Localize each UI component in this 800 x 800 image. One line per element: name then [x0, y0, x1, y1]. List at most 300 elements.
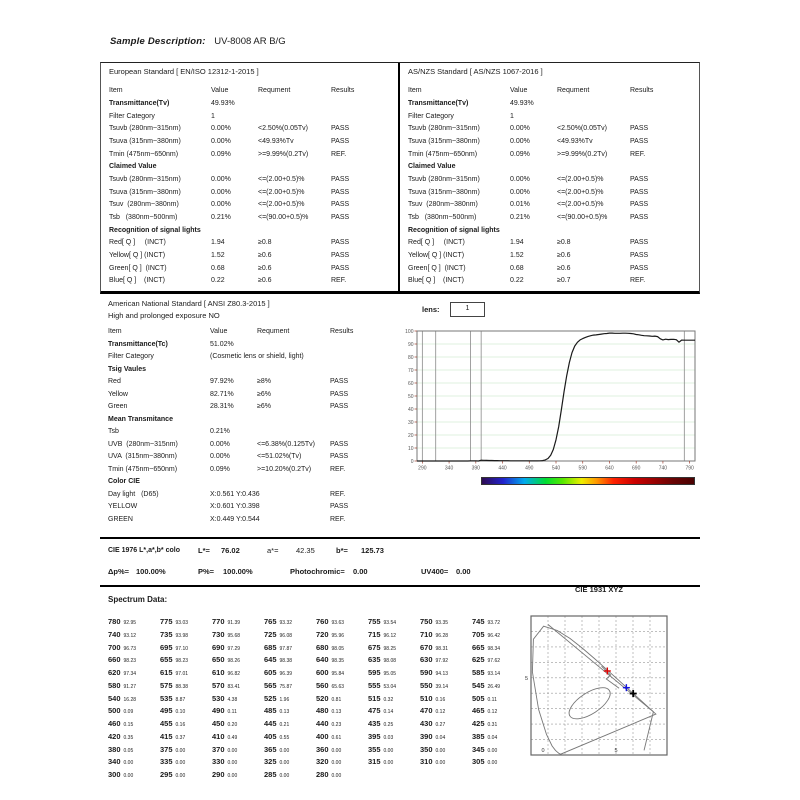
table-cell: Yellow[ Q ] (INCT): [109, 252, 166, 260]
spectrum-pair: 280 0.00: [316, 770, 342, 779]
table-cell: Claimed Value: [109, 163, 157, 171]
table-cell: ≥0.6: [258, 252, 272, 260]
table-cell: PASS: [331, 137, 350, 145]
table-row: [408, 249, 690, 262]
spectrum-pair: 655 98.23: [160, 655, 189, 665]
table-cell: <=(2.00+0.5)%: [557, 188, 604, 196]
table-cell: [630, 160, 690, 173]
table-cell: YELLOW: [108, 503, 138, 511]
spectrum-pair: 630 97.92: [420, 655, 449, 665]
table-cell: <=(2.00+0.5)%: [557, 201, 604, 209]
table-cell: 49.93%: [510, 99, 534, 107]
column-header: Requment: [257, 327, 290, 335]
spectrum-pair: 580 91.27: [108, 680, 137, 690]
spectrum-pair: 735 93.98: [160, 629, 189, 639]
table-cell: 0.00%: [211, 125, 231, 133]
table-cell: Color CIE: [108, 478, 140, 486]
table-cell: REF.: [331, 150, 347, 158]
table-cell: PASS: [331, 252, 350, 260]
spectrum-pair: 730 95.68: [212, 629, 241, 639]
table-cell: PASS: [630, 188, 649, 196]
table-row: [108, 463, 390, 476]
spectrum-row: [108, 611, 538, 624]
table-row: [109, 122, 391, 135]
spectrum-pair: 415 0.37: [160, 731, 186, 741]
photochromic-value: 0.00: [353, 567, 368, 576]
spectrum-pair: 770 91.39: [212, 617, 241, 626]
svg-text:30: 30: [407, 419, 414, 426]
spectrum-pair: 555 53.04: [368, 680, 397, 690]
table-cell: [211, 160, 258, 173]
table-cell: ≥0.6: [557, 252, 571, 260]
spectrum-pair: 360 0.00: [316, 744, 342, 754]
table-cell: PASS: [630, 252, 649, 260]
column-header-row: [408, 83, 690, 97]
table-cell: 0.00%: [510, 125, 530, 133]
spectrum-pair: 595 95.05: [368, 668, 397, 677]
table-cell: PASS: [630, 125, 649, 133]
table-cell: Tmin (475nm~650nm): [108, 465, 178, 473]
table-cell: PASS: [330, 378, 349, 386]
spectrum-pair: 550 39.14: [420, 680, 449, 690]
ansi-standard-panel: [100, 297, 700, 536]
spectrum-pair: 740 93.12: [108, 629, 137, 639]
table-cell: [257, 488, 330, 501]
table-row: [408, 211, 690, 224]
spectrum-pair: 775 93.03: [160, 617, 189, 626]
spectrum-pair: 585 93.14: [472, 668, 501, 677]
spectrum-row: [108, 688, 538, 701]
table-row: [108, 351, 390, 364]
spectrum-pair: 370 0.00: [212, 744, 238, 754]
spectrum-pair: 510 0.16: [420, 693, 446, 703]
table-cell: [331, 97, 391, 110]
table-cell: PASS: [331, 188, 350, 196]
column-header: Value: [510, 86, 528, 94]
spectrum-pair: 760 93.63: [316, 617, 345, 626]
table-cell: Tsuvb (280nm~315nm): [408, 125, 480, 133]
table-cell: <=(2.00+0.5)%: [258, 201, 305, 209]
svg-text:0: 0: [541, 748, 545, 754]
table-cell: 0.68: [510, 264, 524, 272]
delta-p-value: 100.00%: [136, 567, 166, 576]
spectrum-row: [108, 662, 538, 675]
table-cell: 0.00%: [210, 440, 230, 448]
table-cell: Green[ Q ] (INCT): [408, 264, 466, 272]
spectrum-pair: 670 98.31: [420, 642, 449, 652]
uv400-label: UV400=: [421, 567, 449, 576]
spectrum-pair: 530 4.38: [212, 693, 238, 703]
spectrum-pair: 435 0.25: [368, 719, 394, 728]
spectrum-pair: 765 93.32: [264, 617, 293, 626]
asnzs-standard-title: AS/NZS Standard [ AS/NZS 1067-2016 ]: [408, 67, 543, 76]
table-cell: [257, 501, 330, 514]
table-cell: <=(2.00+0.5)%: [557, 175, 604, 183]
column-header: Results: [630, 86, 654, 94]
table-cell: PASS: [630, 137, 649, 145]
table-row: [408, 122, 690, 135]
table-cell: 1: [211, 112, 215, 120]
spectrum-pair: 305 0.00: [472, 757, 498, 767]
table-cell: [557, 224, 630, 237]
table-row: [109, 160, 391, 173]
spectrum-pair: 470 0.12: [420, 706, 446, 716]
table-cell: [557, 110, 630, 123]
spectrum-pair: 645 98.38: [264, 655, 293, 665]
table-cell: REF.: [330, 465, 346, 473]
table-cell: Yellow[ Q ] (INCT): [408, 252, 465, 260]
table-cell: X:0.601 Y:0.398: [210, 503, 260, 511]
spectrum-pair: 340 0.00: [108, 757, 134, 767]
table-row: [108, 376, 390, 389]
table-cell: <=(2.00+0.5)%: [258, 188, 305, 196]
table-cell: [331, 160, 391, 173]
cie1931-title: CIE 1931 XYZ: [575, 585, 623, 594]
table-cell: Mean Transmitance: [108, 415, 173, 423]
table-row: [109, 186, 391, 199]
table-cell: [210, 476, 257, 489]
spectrum-pair: 385 0.04: [472, 731, 498, 741]
table-cell: [330, 363, 390, 376]
cie1976-summary-strip: [100, 537, 700, 587]
column-header: Results: [330, 327, 354, 335]
table-cell: <2.50%(0.05Tv): [557, 125, 607, 133]
table-cell: PASS: [331, 214, 350, 222]
ansi-standard-table: [108, 324, 390, 526]
table-cell: (Cosmetic lens or shield, light): [210, 353, 304, 361]
spectrum-pair: 525 1.96: [264, 693, 290, 703]
table-cell: [257, 338, 330, 351]
table-cell: X:0.561 Y:0.436: [210, 490, 260, 498]
table-cell: Blue[ Q ] (INCT): [109, 277, 166, 285]
table-row: [109, 237, 391, 250]
standards-box: [100, 62, 700, 294]
table-cell: 0.00%: [210, 453, 230, 461]
table-cell: PASS: [630, 239, 649, 247]
astar-value: 42.35: [296, 546, 315, 555]
table-row: [408, 224, 690, 237]
table-cell: [210, 363, 257, 376]
spectrum-row: [108, 637, 538, 650]
table-row: [108, 426, 390, 439]
spectrum-pair: 390 0.04: [420, 731, 446, 741]
table-cell: [630, 97, 690, 110]
table-cell: Tsuva (315nm~380nm): [109, 137, 181, 145]
table-cell: ≥0.8: [258, 239, 272, 247]
svg-text:390: 390: [471, 465, 480, 472]
svg-text:40: 40: [407, 406, 414, 413]
table-cell: [210, 413, 257, 426]
european-standard-table: [109, 83, 391, 287]
spectrum-pair: 720 95.96: [316, 629, 345, 639]
spectrum-row: [108, 624, 538, 637]
spectrum-pair: 685 97.87: [264, 642, 293, 652]
column-header: Item: [408, 86, 422, 94]
table-cell: ≥6%: [257, 390, 271, 398]
table-cell: Yellow: [108, 390, 128, 398]
table-cell: REF.: [330, 515, 346, 523]
column-header-row: [109, 83, 391, 97]
spectrum-pair: 600 95.84: [316, 668, 345, 677]
table-cell: Recognition of signal lights: [408, 226, 500, 234]
table-cell: ≥0.6: [557, 264, 571, 272]
table-cell: <=(90.00+0.5)%: [258, 214, 309, 222]
table-cell: <=6.38%(0.125Tv): [257, 440, 315, 448]
spectrum-pair: 700 96.73: [108, 642, 137, 652]
spectrum-pair: 625 97.62: [472, 655, 501, 665]
table-cell: 1.52: [211, 252, 225, 260]
table-cell: 0.00%: [510, 175, 530, 183]
table-cell: >=9.99%(0.2Tv): [557, 150, 608, 158]
spectrum-pair: 430 0.27: [420, 719, 446, 728]
table-cell: [258, 97, 331, 110]
table-cell: [257, 413, 330, 426]
table-cell: [211, 224, 258, 237]
table-cell: [630, 110, 690, 123]
spectrum-pair: 320 0.00: [316, 757, 342, 767]
table-cell: 0.22: [211, 277, 225, 285]
table-cell: Green[ Q ] (INCT): [109, 264, 167, 272]
table-row: [108, 438, 390, 451]
spectrum-pair: 750 93.35: [420, 617, 449, 626]
spectrum-pair: 500 0.09: [108, 706, 134, 716]
asnzs-standard-panel: [400, 63, 699, 291]
spectrum-pair: 680 98.05: [316, 642, 345, 652]
table-cell: ≥0.7: [557, 277, 571, 285]
spectrum-row: [108, 675, 538, 688]
svg-text:10: 10: [407, 445, 414, 452]
table-cell: Red[ Q ] (INCT): [109, 239, 166, 247]
spectrum-pair: 590 94.13: [420, 668, 449, 677]
table-cell: [257, 363, 330, 376]
table-cell: 49.93%: [211, 99, 235, 107]
table-cell: Transmittance(Tc): [108, 340, 168, 348]
table-cell: X:0.449 Y:0.544: [210, 515, 260, 523]
spectrum-pair: 780 92.95: [108, 617, 137, 626]
table-cell: 1: [510, 112, 514, 120]
table-cell: ≥0.6: [258, 277, 272, 285]
table-cell: <=51.02%(Tv): [257, 453, 302, 461]
table-cell: Tsuvb (280nm~315nm): [109, 125, 181, 133]
table-row: [408, 110, 690, 123]
svg-text:0: 0: [410, 458, 414, 465]
spectrum-row: [108, 713, 538, 726]
cie1976-label: CIE 1976 L*,a*,b* colo: [108, 547, 180, 554]
table-cell: [257, 476, 330, 489]
table-cell: Recognition of signal lights: [109, 226, 201, 234]
spectrum-pair: 640 98.35: [316, 655, 345, 665]
spectrum-pair: 755 93.54: [368, 617, 397, 626]
spectrum-pair: 495 0.10: [160, 706, 186, 716]
table-cell: [258, 224, 331, 237]
table-cell: 1.94: [211, 239, 225, 247]
photochromic-label: Photochromic=: [290, 567, 345, 576]
table-cell: Tsb: [108, 428, 119, 436]
table-row: [108, 338, 390, 351]
table-cell: [557, 97, 630, 110]
asnzs-standard-table: [408, 83, 690, 287]
spectrum-pair: 605 96.39: [264, 668, 293, 677]
cie1931-chromaticity-diagram: [519, 608, 679, 760]
table-row: [408, 186, 690, 199]
table-row: [109, 173, 391, 186]
table-cell: [510, 160, 557, 173]
spectrum-pair: 715 96.12: [368, 629, 397, 639]
table-cell: [330, 476, 390, 489]
spectrum-row: [108, 739, 538, 752]
lens-number-field[interactable]: 1: [450, 302, 485, 317]
spectrum-pair: 325 0.00: [264, 757, 290, 767]
table-row: [109, 199, 391, 212]
table-cell: PASS: [330, 403, 349, 411]
table-cell: Filter Category: [109, 112, 155, 120]
spectrum-pair: 310 0.00: [420, 757, 446, 767]
table-cell: [330, 426, 390, 439]
column-header: Item: [108, 327, 122, 335]
spectrum-pair: 665 98.34: [472, 642, 501, 652]
table-cell: >=10.20%(0.2Tv): [257, 465, 312, 473]
table-cell: Tsuv (280nm~380nm): [109, 201, 179, 209]
table-cell: [330, 338, 390, 351]
table-cell: REF.: [630, 150, 646, 158]
table-cell: <49.93%Tv: [557, 137, 593, 145]
table-cell: Tmin (475nm~650nm): [109, 150, 179, 158]
spectrum-row: [108, 726, 538, 739]
table-cell: Red[ Q ] (INCT): [408, 239, 465, 247]
spectrum-pair: 660 98.23: [108, 655, 137, 665]
table-cell: 0.00%: [211, 175, 231, 183]
svg-text:540: 540: [551, 465, 561, 472]
table-cell: PASS: [330, 453, 349, 461]
table-row: [408, 275, 690, 288]
table-cell: PASS: [630, 201, 649, 209]
spectrum-pair: 560 65.63: [316, 680, 345, 690]
spectrum-pair: 460 0.15: [108, 719, 134, 728]
table-row: [108, 488, 390, 501]
table-cell: 1.94: [510, 239, 524, 247]
spectrum-pair: 695 97.10: [160, 642, 189, 652]
spectrum-pair: 400 0.61: [316, 731, 342, 741]
svg-text:70: 70: [407, 367, 414, 374]
spectrum-pair: 545 26.49: [472, 680, 501, 690]
table-row: [108, 451, 390, 464]
table-cell: 51.02%: [210, 340, 234, 348]
spectrum-pair: 620 97.34: [108, 668, 137, 677]
table-cell: ≥0.8: [557, 239, 571, 247]
table-row: [108, 363, 390, 376]
table-cell: 0.00%: [211, 188, 231, 196]
svg-text:50: 50: [407, 393, 414, 400]
european-standard-panel: [101, 63, 400, 291]
table-cell: Tsig Vaules: [108, 365, 146, 373]
table-cell: <2.50%(0.05Tv): [258, 125, 308, 133]
table-cell: <49.93%Tv: [258, 137, 294, 145]
table-cell: Tmin (475nm~650nm): [408, 150, 478, 158]
table-cell: 0.09%: [211, 150, 231, 158]
table-cell: PASS: [330, 503, 349, 511]
table-cell: PASS: [630, 264, 649, 272]
table-cell: Tsb (380nm~500nm): [109, 214, 178, 222]
table-cell: 0.21%: [210, 428, 230, 436]
visible-spectrum-colorbar: [481, 477, 695, 485]
svg-text:20: 20: [407, 432, 414, 439]
table-cell: 82.71%: [210, 390, 234, 398]
lstar-label: L*=: [198, 546, 210, 555]
spectrum-pair: 295 0.00: [160, 770, 186, 779]
table-cell: <=(90.00+0.5)%: [557, 214, 608, 222]
table-cell: REF.: [331, 277, 347, 285]
table-cell: ≥8%: [257, 378, 271, 386]
table-cell: [331, 110, 391, 123]
svg-text:100: 100: [405, 328, 414, 335]
spectrum-pair: 335 0.00: [160, 757, 186, 767]
spectrum-pair: 635 98.08: [368, 655, 397, 665]
table-cell: Green: [108, 403, 128, 411]
spectrum-row: [108, 751, 538, 767]
table-cell: 0.68: [211, 264, 225, 272]
spectrum-pair: 405 0.55: [264, 731, 290, 741]
lens-label: lens:: [422, 305, 440, 314]
table-row: [109, 211, 391, 224]
table-row: [109, 97, 391, 110]
spectrum-pair: 745 93.72: [472, 617, 501, 626]
svg-text:490: 490: [525, 465, 534, 472]
column-header: Value: [211, 86, 229, 94]
table-cell: Tsuva (315nm~380nm): [408, 137, 480, 145]
table-cell: >=9.99%(0.2Tv): [258, 150, 309, 158]
svg-text:740: 740: [658, 465, 668, 472]
table-cell: REF.: [330, 490, 346, 498]
column-header: Results: [331, 86, 355, 94]
table-cell: REF.: [630, 277, 646, 285]
spectrum-pair: 615 97.01: [160, 668, 189, 677]
svg-text:5: 5: [524, 675, 528, 682]
spectrum-pair: 380 0.05: [108, 744, 134, 754]
spectrum-row: [108, 649, 538, 665]
spectrum-pair: 610 96.82: [212, 668, 241, 677]
table-cell: PASS: [331, 175, 350, 183]
table-cell: [258, 110, 331, 123]
table-cell: ≥6%: [257, 403, 271, 411]
spectrum-pair: 475 0.14: [368, 706, 394, 716]
table-row: [408, 173, 690, 186]
table-row: [108, 401, 390, 414]
spectrum-data-table: [108, 611, 538, 777]
table-cell: 28.31%: [210, 403, 234, 411]
spectrum-pair: 710 96.28: [420, 629, 449, 639]
ansi-standard-title: American National Standard [ ANSI Z80.3-2015 ]: [108, 299, 270, 308]
spectrum-pair: 705 96.42: [472, 629, 501, 639]
spectrum-pair: 445 0.21: [264, 719, 290, 728]
table-cell: 0.09%: [210, 465, 230, 473]
table-row: [408, 199, 690, 212]
spectrum-pair: 345 0.00: [472, 744, 498, 754]
svg-text:290: 290: [418, 465, 427, 472]
table-cell: Tsuv (280nm~380nm): [408, 201, 478, 209]
table-cell: 0.22: [510, 277, 524, 285]
table-cell: <=(2.00+0.5)%: [258, 175, 305, 183]
svg-text:340: 340: [444, 465, 454, 472]
transmittance-spectrum-chart: [403, 322, 698, 474]
column-header-row: [108, 324, 390, 338]
table-cell: PASS: [330, 440, 349, 448]
table-cell: Tsuvb (280nm~315nm): [109, 175, 181, 183]
table-cell: Tsuva (315nm~380nm): [408, 188, 480, 196]
table-cell: PASS: [630, 175, 649, 183]
spectrum-pair: 410 0.49: [212, 731, 238, 741]
spectrum-pair: 450 0.20: [212, 719, 238, 728]
table-cell: [557, 160, 630, 173]
